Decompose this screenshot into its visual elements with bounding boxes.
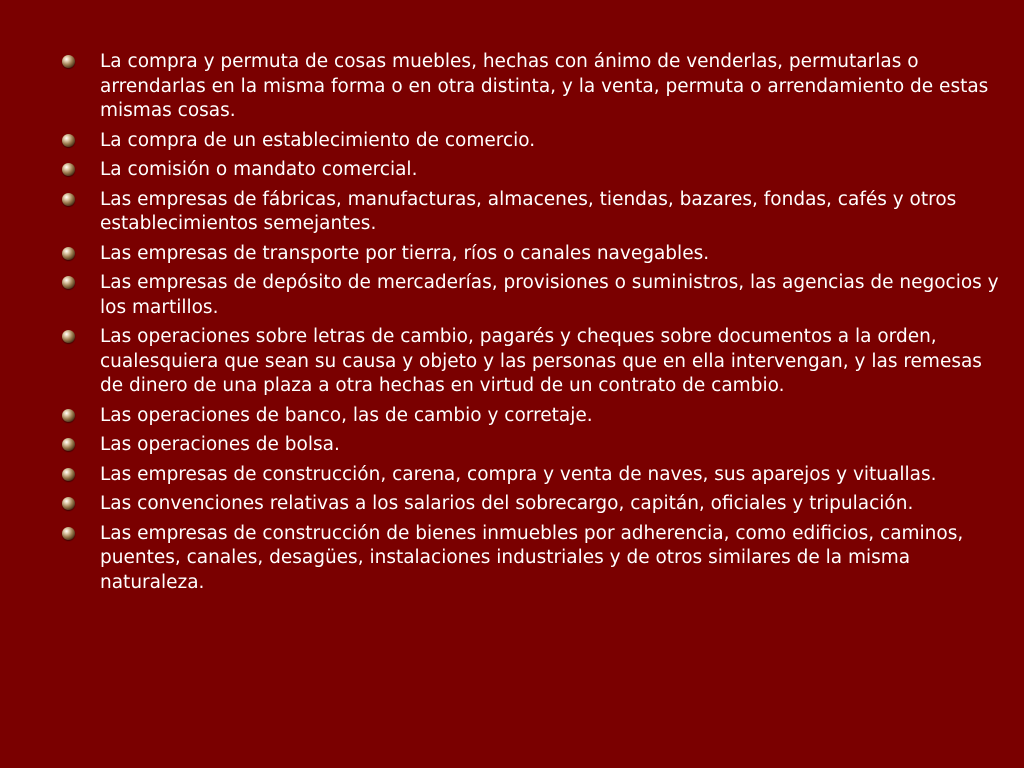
list-item bbox=[60, 433, 1000, 458]
sphere-bullet-icon bbox=[62, 438, 75, 451]
bullet-text: La compra y permuta de cosas muebles, hechas con ánimo de venderlas, permutarlas o arrendarlas en la misma forma o en otra distinta, y la venta, permuta o arrendamiento de estas mismas cosas. bbox=[100, 51, 989, 121]
sphere-bullet-icon bbox=[62, 134, 75, 147]
sphere-bullet-icon bbox=[62, 193, 75, 206]
sphere-bullet-icon bbox=[62, 497, 75, 510]
bullet-list bbox=[60, 50, 1000, 600]
sphere-bullet-icon bbox=[62, 55, 75, 68]
sphere-bullet-icon bbox=[62, 527, 75, 540]
sphere-bullet-icon bbox=[62, 163, 75, 176]
sphere-bullet-icon bbox=[62, 276, 75, 289]
sphere-bullet-icon bbox=[62, 247, 75, 260]
sphere-bullet-icon bbox=[62, 330, 75, 343]
list-item bbox=[60, 271, 1000, 320]
list-item bbox=[60, 463, 1000, 488]
sphere-bullet-icon bbox=[62, 468, 75, 481]
list-item bbox=[60, 242, 1000, 267]
bullet-text: Las empresas de construcción, carena, compra y venta de naves, sus aparejos y vituallas. bbox=[100, 463, 937, 485]
list-item bbox=[60, 404, 1000, 429]
bullet-text: Las empresas de construcción de bienes inmuebles por adherencia, como edificios, caminos, puentes, canales, desagües, instalaciones industriales y de otros similares de la misma naturaleza. bbox=[100, 522, 964, 593]
list-item bbox=[60, 325, 1000, 399]
bullet-text: Las empresas de transporte por tierra, ríos o canales navegables. bbox=[100, 242, 710, 264]
bullet-text: Las empresas de depósito de mercaderías, provisiones o suministros, las agencias de negocios y los martillos. bbox=[100, 272, 999, 318]
bullet-text: Las operaciones sobre letras de cambio, pagarés y cheques sobre documentos a la orden, cualesquiera que sean su causa y objeto y las personas que en ella intervengan, y las remesas de dinero de una plaza a otra hechas en virtud de un contrato de cambio. bbox=[100, 326, 982, 396]
list-item bbox=[60, 188, 1000, 237]
list-item bbox=[60, 158, 1000, 183]
bullet-text: Las convenciones relativas a los salarios del sobrecargo, capitán, oficiales y tripulación. bbox=[100, 493, 914, 514]
sphere-bullet-icon bbox=[62, 409, 75, 422]
bullet-text: Las operaciones de bolsa. bbox=[100, 434, 340, 455]
bullet-text: Las empresas de fábricas, manufacturas, almacenes, tiendas, bazares, fondas, cafés y otros establecimientos semejantes. bbox=[100, 188, 957, 234]
list-item bbox=[60, 492, 1000, 517]
list-item bbox=[60, 129, 1000, 154]
list-item bbox=[60, 50, 1000, 124]
bullet-text: La comisión o mandato comercial. bbox=[100, 159, 418, 180]
bullet-text: La compra de un establecimiento de comercio. bbox=[100, 129, 536, 151]
bullet-text: Las operaciones de banco, las de cambio y corretaje. bbox=[100, 404, 593, 426]
list-item bbox=[60, 522, 1000, 596]
